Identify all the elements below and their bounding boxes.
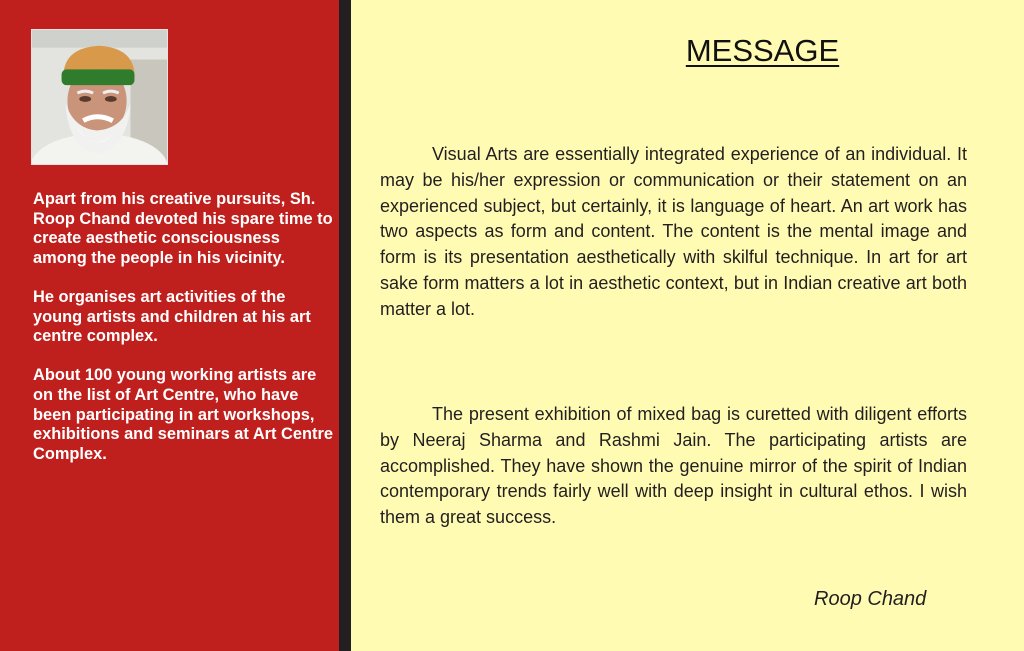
biography-text bbox=[33, 190, 333, 484]
message-paragraph-1-text: Visual Arts are essentially integrated experience of an individual. It may be his/her expression or communication or their statement on an experienced subject, but certainly, it is language of heart. An art work has two aspects as form and content. The content is the mental image and form is its presentation aesthetically with skilful technique. In art for art sake form matters a lot in aesthetic context, but in Indian creative art both matter a lot. bbox=[380, 144, 967, 319]
message-paragraph-1 bbox=[380, 142, 967, 323]
left-panel bbox=[0, 0, 339, 651]
portrait-photo bbox=[31, 29, 168, 165]
message-paragraph-2-text: The present exhibition of mixed bag is curetted with diligent efforts by Neeraj Sharma and Rashmi Jain. The participating artists are accomplished. They have shown the genuine mirror of the spirit of Indian contemporary trends fairly well with deep insight in cultural ethos. I wish them a great success. bbox=[380, 404, 967, 528]
signature: Roop Chand bbox=[814, 588, 927, 610]
panel-divider bbox=[339, 0, 351, 651]
right-panel bbox=[351, 0, 1024, 651]
page-title: MESSAGE bbox=[685, 33, 840, 68]
message-paragraph-2 bbox=[380, 402, 967, 531]
bio-paragraph: He organises art activities of the young artists and children at his art centre complex. bbox=[33, 287, 311, 346]
bio-paragraph: Apart from his creative pursuits, Sh. Roop Chand devoted his spare time to create aesthetic consciousness among the people in his vicinity. bbox=[33, 190, 333, 267]
bio-paragraph: About 100 young working artists are on the list of Art Centre, who have been participating in art workshops, exhibitions and seminars at Art Centre Complex. bbox=[33, 366, 333, 463]
portrait-illustration bbox=[32, 30, 167, 164]
